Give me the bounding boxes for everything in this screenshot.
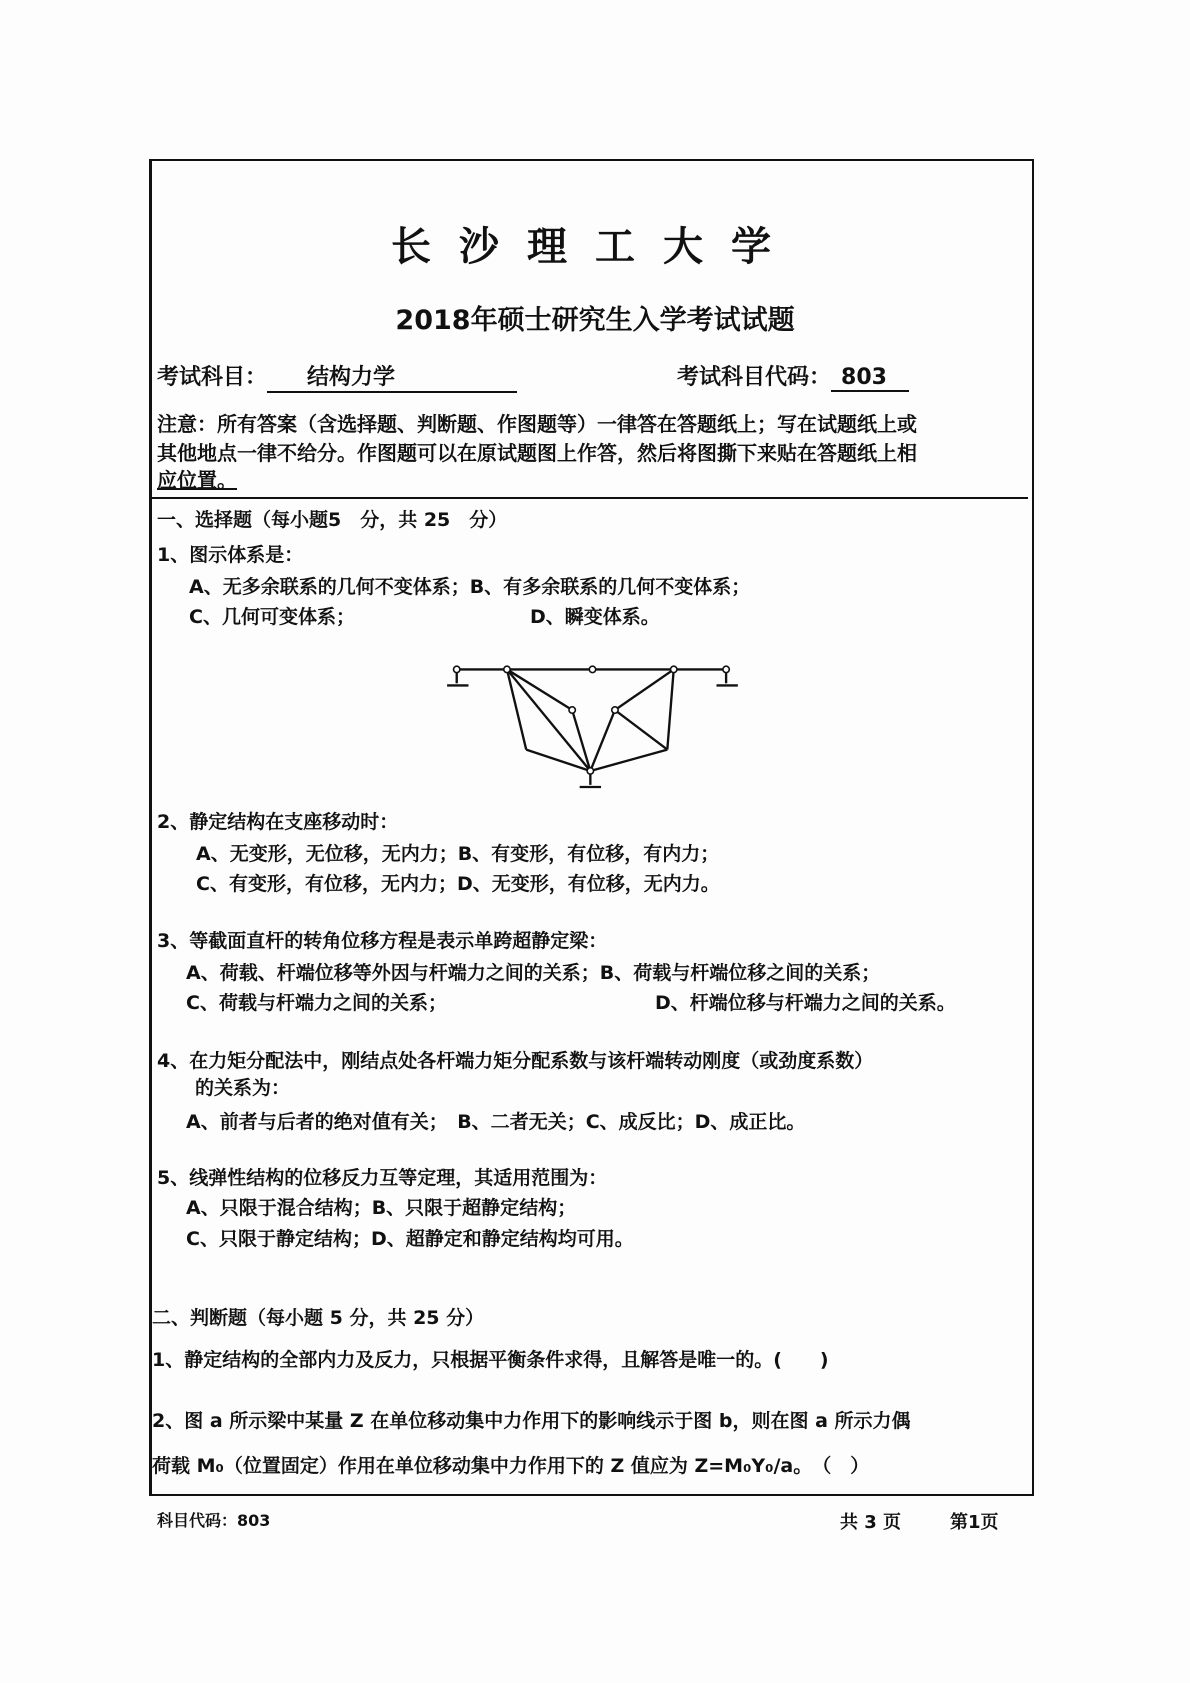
notice-line: 应位置。	[157, 468, 237, 492]
exam-title: 2018年硕士研究生入学考试试题	[395, 305, 795, 336]
question-stem: 3、等截面直杆的转角位移方程是表示单跨超静定梁：	[157, 930, 608, 952]
option-line: A、无变形，无位移，无内力；B、有变形，有位移，有内力；	[196, 843, 720, 865]
option-line: D、瞬变体系。	[530, 606, 660, 628]
divider	[152, 497, 1028, 499]
option-line: C、只限于静定结构；D、超静定和静定结构均可用。	[186, 1228, 634, 1250]
option-line: A、前者与后者的绝对值有关； B、二者无关；C、成反比；D、成正比。	[186, 1111, 806, 1133]
option-line: C、有变形，有位移，无内力；D、无变形，有位移，无内力。	[196, 873, 720, 895]
notice-line: 其他地点一律不给分。作图题可以在原试题图上作答，然后将图撕下来贴在答题纸上相	[157, 441, 917, 465]
question-stem: 的关系为：	[195, 1077, 291, 1099]
footer-code: 科目代码：803	[157, 1511, 271, 1530]
university-name: 长沙理工大学	[391, 223, 799, 270]
footer-total-pages: 共 3 页	[840, 1512, 902, 1533]
option-line: D、杆端位移与杆端力之间的关系。	[655, 992, 956, 1014]
code-row	[677, 360, 909, 392]
option-line: C、几何可变体系；	[189, 606, 355, 628]
option-line: C、荷载与杆端力之间的关系；	[186, 992, 447, 1014]
question-stem: 2、图 a 所示梁中某量 Z 在单位移动集中力作用下的影响线示于图 b，则在图 a 所示力偶	[152, 1410, 911, 1432]
code-label: 考试科目代码：	[677, 365, 832, 390]
section-heading: 一、选择题（每小题5 分，共 25 分）	[157, 509, 508, 531]
question-stem: 1、图示体系是：	[157, 544, 304, 566]
structure-diagram	[430, 650, 740, 800]
option-line: A、荷载、杆端位移等外因与杆端力之间的关系；B、荷载与杆端位移之间的关系；	[186, 962, 881, 984]
footer-page-number: 第1页	[950, 1512, 999, 1533]
question-stem: 荷载 M₀（位置固定）作用在单位移动集中力作用下的 Z 值应为 Z=M₀Y₀/a。 （ ）	[152, 1455, 870, 1477]
notice-line: 注意：所有答案（含选择题、判断题、作图题等）一律答在答题纸上；写在试题纸上或	[157, 412, 917, 436]
question-stem: 2、静定结构在支座移动时：	[157, 811, 399, 833]
subject-value: 结构力学	[267, 360, 517, 393]
question-stem: 1、静定结构的全部内力及反力，只根据平衡条件求得，且解答是唯一的。( )	[152, 1349, 829, 1371]
question-stem: 5、线弹性结构的位移反力互等定理，其适用范围为：	[157, 1167, 608, 1189]
option-line: A、无多余联系的几何不变体系；B、有多余联系的几何不变体系；	[189, 576, 751, 598]
question-stem: 4、在力矩分配法中，刚结点处各杆端力矩分配系数与该杆端转动刚度（或劲度系数）	[157, 1050, 874, 1072]
section-heading: 二、判断题（每小题 5 分，共 25 分）	[152, 1307, 485, 1329]
subject-row	[157, 360, 517, 393]
code-value: 803	[831, 365, 909, 392]
subject-label: 考试科目：	[157, 365, 268, 390]
option-line: A、只限于混合结构；B、只限于超静定结构；	[186, 1197, 577, 1219]
